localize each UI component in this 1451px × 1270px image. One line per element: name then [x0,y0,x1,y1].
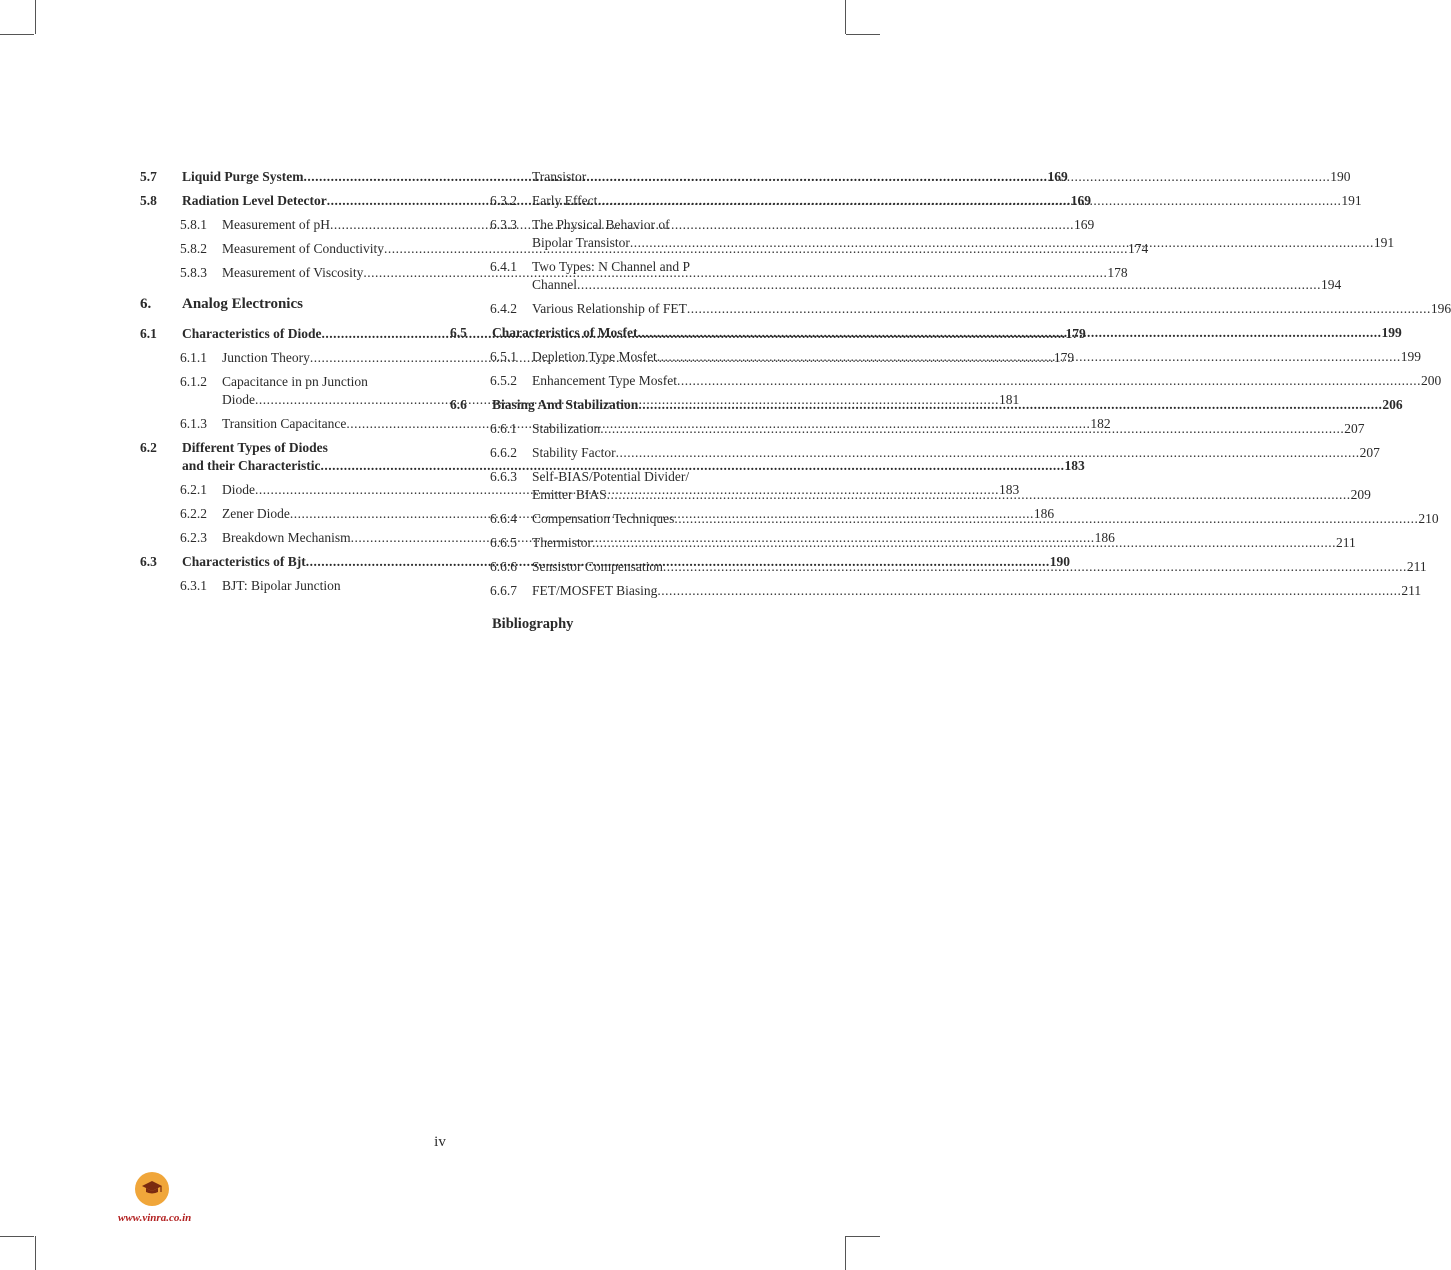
entry-title: Thermistor [532,535,592,550]
entry-page-number: 191 [1341,193,1362,208]
entry-title-row [492,396,1403,414]
entry-title: Radiation Level Detector [182,193,327,208]
entry-title: Characteristics of Mosfet [492,325,638,340]
entry-title: Junction Theory [222,350,310,365]
entry-title: Biasing And Stabilization [492,397,639,412]
entry-title-row [532,300,1451,318]
entry-page-number: 194 [1321,277,1342,292]
entry-page-number: 183 [999,482,1020,497]
entry-title-line: Different Types of Diodes [182,440,328,455]
entry-title: Measurement of Viscosity [222,265,364,280]
section-number: 6.2.3 [180,530,207,545]
section-number: 6.4.1 [490,259,517,274]
entry-title: Characteristics of Diode [182,326,322,341]
crop-mark [846,34,880,35]
entry-body [532,192,1362,210]
graduation-cap-icon [141,1180,163,1198]
entry-title: Stability Factor [532,445,616,460]
dot-leader [637,324,1381,342]
entry-title: Diode [222,482,255,497]
entry-page-number: 196 [1430,301,1451,316]
entry-title-row [532,444,1380,462]
entry-page-number: 174 [1127,241,1149,256]
entry-body [532,468,1371,504]
entry-page-number: 178 [1107,265,1128,280]
entry-page-number: 211 [1401,583,1422,598]
toc-subsection-entry[interactable] [450,300,1451,318]
section-number: 6.1.3 [180,416,207,431]
section-number: 5.8.2 [180,241,207,256]
section-number: 6.6.7 [490,583,517,598]
entry-page-number: 169 [1070,193,1091,208]
dot-leader [586,168,1330,186]
entry-page-number: 179 [1053,350,1075,365]
dot-leader [592,534,1336,552]
entry-body [532,558,1427,576]
crop-mark [35,0,36,34]
entry-body [532,444,1380,462]
section-number: 6.2.1 [180,482,207,497]
section-number: 6.6.3 [490,469,517,484]
entry-title-row [532,420,1365,438]
dot-leader [577,276,1321,294]
toc-subsection-entry[interactable] [450,372,1442,390]
entry-title-row [492,324,1402,342]
entry-title-line: BJT: Bipolar Junction [222,578,341,593]
entry-title: Bipolar Transistor [532,235,630,250]
entry-body [532,258,1341,294]
section-number: 5.7 [140,169,157,184]
section-number: 6.6 [450,397,467,412]
entry-title: Zener Diode [222,506,290,521]
section-number: 5.8 [140,193,157,208]
toc-subsection-entry[interactable] [140,577,430,595]
entry-body [532,510,1439,528]
toc-subsection-entry[interactable] [450,582,1422,600]
entry-title-row [532,192,1362,210]
crop-mark [845,1236,846,1270]
entry-body [532,420,1365,438]
entry-page-number: 186 [1033,506,1055,521]
dot-leader [677,372,1421,390]
entry-title: Channel [532,277,577,292]
entry-page-number: 169 [1073,217,1095,232]
entry-title: Measurement of Conductivity [222,241,384,256]
dot-leader [663,558,1407,576]
entry-page-number: 207 [1359,445,1380,460]
page-number: iv [434,1134,446,1150]
entry-title: Transistor [532,169,587,184]
entry-title: Emitter BIAS [532,487,607,502]
entry-page-number: 191 [1373,235,1395,250]
entry-title: Breakdown Mechanism [222,530,351,545]
entry-title-row [532,558,1427,576]
entry-page-number: 183 [1064,458,1085,473]
entry-body [532,216,1394,252]
section-number: 6.6.6 [490,559,517,574]
dot-leader [630,234,1374,252]
entry-page-number: 190 [1330,169,1351,184]
entry-title-line: Self-BIAS/Potential Divider/ [532,469,690,484]
dot-leader [616,444,1360,462]
entry-title-line: The Physical Behavior of [532,217,670,232]
dot-leader [597,192,1341,210]
entry-title-row [532,582,1421,600]
entry-page-number: 190 [1049,554,1070,569]
chapter-number: 6. [140,296,152,312]
entry-page-number: 211 [1336,535,1356,550]
section-number: 6.3 [140,554,157,569]
entry-title: Sensistor Compensation [532,559,663,574]
entry-body [222,577,430,595]
entry-title-row [532,486,1371,504]
entry-body [532,582,1421,600]
crop-mark [845,0,846,34]
entry-page-number: 179 [1065,326,1086,341]
section-number: 6.6.2 [490,445,517,460]
entry-page-number: 186 [1094,530,1115,545]
toc-subsection-entry[interactable] [450,444,1380,462]
entry-page-number: 206 [1382,397,1403,412]
entry-title: Stabilization [532,421,601,436]
entry-title: Depletion Type Mosfet [532,349,657,364]
entry-title-line: Capacitance in pn Junction [222,374,368,389]
entry-page-number: 181 [999,392,1020,407]
crop-mark [35,1236,36,1270]
dot-leader [687,300,1431,318]
section-number: 6.1.1 [180,350,207,365]
dot-leader [657,348,1401,366]
entry-body [532,168,1351,186]
entry-title-row [532,372,1441,390]
entry-page-number: 169 [1047,169,1068,184]
section-number: 6.3.1 [180,578,207,593]
dot-leader [638,396,1382,414]
entry-title: Enhancement Type Mosfet [532,373,678,388]
entry-title-row [532,276,1341,294]
crop-mark [0,1236,34,1237]
toc-chapter-heading [140,296,430,313]
section-number: 6.3.2 [490,193,517,208]
section-number: 6.4.2 [490,301,517,316]
entry-page-number: 200 [1421,373,1442,388]
section-number: 6.5.2 [490,373,517,388]
entry-title: Early Effect [532,193,598,208]
section-number: 6.2.2 [180,506,207,521]
section-number: 6.5 [450,325,467,340]
entry-title: Characteristics of Bjt [182,554,306,569]
entry-title-row [532,168,1351,186]
section-number: 6.2 [140,440,157,455]
entry-title: Liquid Purge System [182,169,304,184]
entry-page-number: 199 [1400,349,1422,364]
crop-mark [0,34,34,35]
entry-page-number: 211 [1406,559,1427,574]
dot-leader [657,582,1401,600]
section-number: 5.8.1 [180,217,207,232]
section-number: 6.1 [140,326,157,341]
entry-page-number: 182 [1090,416,1111,431]
entry-title: Measurement of pH [222,217,330,232]
entry-page-number: 210 [1418,511,1439,526]
entry-title: Various Relationship of FET [532,301,687,316]
entry-title: Transition Capacitance [222,416,347,431]
crop-mark [846,1236,880,1237]
section-number: 6.6.5 [490,535,517,550]
entry-title-row [532,534,1356,552]
entry-page-number: 209 [1350,487,1371,502]
section-number: 6.5.1 [490,349,517,364]
entry-title-row [532,234,1394,252]
entry-body [492,324,1402,342]
entry-title: FET/MOSFET Biasing [532,583,658,598]
publisher-url[interactable]: www.vinra.co.in [118,1212,192,1224]
entry-body [532,372,1441,390]
entry-title-row [532,348,1421,366]
entry-title: Compensation Techniques [532,511,675,526]
entry-title-line: Two Types: N Channel and P [532,259,690,274]
dot-leader [607,486,1351,504]
section-number: 5.8.3 [180,265,207,280]
section-number: 6.6.4 [490,511,517,526]
entry-body [532,534,1356,552]
section-number: 6.3.3 [490,217,517,232]
dot-leader [674,510,1418,528]
section-number: 6.6.1 [490,421,517,436]
entry-body [532,348,1421,366]
entry-body [492,396,1403,414]
entry-page-number: 199 [1381,325,1402,340]
bibliography-heading[interactable]: Bibliography [492,616,574,632]
entry-title: Diode [222,392,255,407]
section-number: 6.1.2 [180,374,207,389]
entry-title: and their Characteristic [182,458,321,473]
publisher-logo [135,1172,169,1206]
entry-title-row [532,510,1439,528]
entry-page-number: 207 [1344,421,1365,436]
chapter-title: Analog Electronics [182,296,303,312]
entry-body [532,300,1451,318]
dot-leader [600,420,1344,438]
